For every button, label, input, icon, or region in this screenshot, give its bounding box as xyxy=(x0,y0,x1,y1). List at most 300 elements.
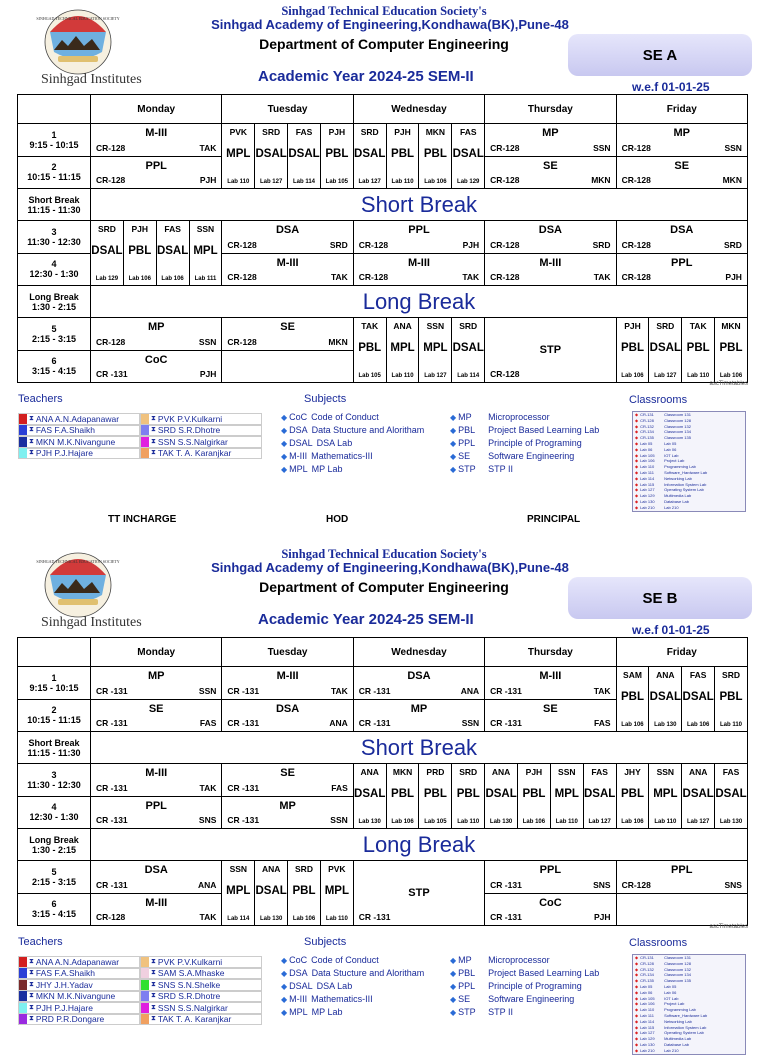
subject-name: Principle of Programing xyxy=(488,981,582,991)
period-number: 2 xyxy=(51,705,57,716)
lab-batches xyxy=(617,318,747,382)
subject-name: Microprocessor xyxy=(488,955,550,965)
classroom-icon: ◆ xyxy=(635,960,639,966)
classroom-code: CR-131 xyxy=(640,412,654,417)
classroom-name: Operating System Lab xyxy=(664,487,704,493)
subject-label: M-III xyxy=(145,127,168,139)
subject-label: CoC xyxy=(539,896,562,909)
subject-label: MP xyxy=(147,321,165,333)
subject-bullet-icon: ◆ xyxy=(281,969,288,978)
teacher-entry xyxy=(140,425,262,437)
period-number: 1 xyxy=(51,129,57,140)
classroom-name: Programming Lab xyxy=(664,1007,696,1013)
timetable-cell xyxy=(485,699,616,732)
teacher-name: JHY J.H.Yadav xyxy=(35,979,93,990)
day-header: Tuesday xyxy=(222,95,353,124)
teacher-row xyxy=(18,425,262,437)
period-label xyxy=(18,156,91,189)
subject-name: Software Engineering xyxy=(488,451,575,461)
teacher-icon: ⧗ xyxy=(29,1015,34,1023)
lab-batch xyxy=(254,124,287,188)
period-number: 4 xyxy=(51,802,57,813)
room-label: Lab 110 xyxy=(555,819,578,825)
teacher-icon: ⧗ xyxy=(151,414,156,422)
lab-batch xyxy=(418,318,451,382)
room-label: CR-128 xyxy=(96,175,126,185)
subject-label: DSA xyxy=(275,224,300,236)
timetable-row xyxy=(18,318,748,351)
teacher-entry xyxy=(140,956,262,968)
subject-entry xyxy=(281,437,424,450)
subject-code: MP xyxy=(458,955,472,965)
period-number: 2 xyxy=(51,162,57,173)
room-label: Lab 106 xyxy=(621,819,644,825)
period-time: 9:15 - 10:15 xyxy=(29,682,79,693)
subject-label: PBL xyxy=(620,691,644,703)
college-name: Sinhgad Academy of Engineering,Kondhawa(BK),Pune-48 xyxy=(211,17,569,32)
timetable-cell xyxy=(91,156,222,189)
teacher-icon: ⧗ xyxy=(151,449,156,457)
subject-entry xyxy=(450,954,599,967)
classroom-name: Information System Lab xyxy=(664,1024,707,1030)
classroom-code: Lab 130 xyxy=(640,498,655,504)
lab-batch-cell xyxy=(616,667,747,732)
teacher-name: PVK P.V.Kulkarni xyxy=(157,413,223,424)
classroom-code: CR-128 xyxy=(640,417,654,423)
lab-batch xyxy=(550,764,583,828)
subject-name: Project Based Learning Lab xyxy=(488,425,600,435)
subject-label: DSA xyxy=(407,670,431,682)
teacher-label: SRD xyxy=(262,127,281,137)
short-break-cell: Short Break xyxy=(91,732,748,764)
teacher-row xyxy=(18,979,262,991)
subject-name: Code of Conduct xyxy=(311,412,379,422)
period-label xyxy=(18,893,91,926)
timetable-cell xyxy=(222,221,353,254)
subject-label: SE xyxy=(280,767,295,779)
day-header: Monday xyxy=(91,638,222,667)
lab-batches xyxy=(91,221,221,285)
timetable-cell xyxy=(616,253,747,286)
teacher-name: SNS S.N.Shelke xyxy=(157,979,221,990)
lab-batch-cell xyxy=(353,124,484,189)
teacher-color-swatch xyxy=(19,448,27,458)
lab-batch xyxy=(648,667,681,731)
tt-incharge-signature: TT INCHARGE xyxy=(108,514,177,525)
subject-label: MPL xyxy=(226,148,251,160)
subject-label: DSAL xyxy=(583,788,616,800)
subject-label: DSAL xyxy=(91,245,123,257)
teacher-icon: ⧗ xyxy=(151,992,156,1000)
classroom-code: Lab 05 xyxy=(640,440,653,446)
teacher-label: SRD xyxy=(97,224,116,234)
lab-batch xyxy=(354,124,386,188)
timetable-cell xyxy=(222,764,353,797)
period-label xyxy=(18,699,91,732)
teacher-label: TAK xyxy=(689,321,707,331)
teacher-label: ANA xyxy=(393,321,412,331)
classroom-icon: ◆ xyxy=(635,504,639,510)
period-time: 10:15 - 11:15 xyxy=(27,172,81,183)
room-label: Lab 114 xyxy=(292,179,315,185)
room-label: Lab 106 xyxy=(719,373,743,379)
teacher-entry xyxy=(18,979,140,991)
subject-bullet-icon: ◆ xyxy=(450,1008,457,1017)
subjects-title: Subjects xyxy=(304,936,347,948)
classroom-icon: ◆ xyxy=(635,487,639,493)
classroom-name: Multimedia Lab xyxy=(664,1036,692,1042)
subject-label: DSAL xyxy=(452,148,484,160)
period-label xyxy=(18,861,91,894)
subjects-list xyxy=(281,411,424,476)
classroom-code: Lab 111 xyxy=(640,1012,654,1018)
teacher-color-swatch xyxy=(19,957,27,967)
subject-label: PBL xyxy=(686,342,710,354)
classroom-name: IOT Lab xyxy=(664,452,679,458)
period-number: 5 xyxy=(51,866,57,877)
classroom-name: Networking Lab xyxy=(664,1018,692,1024)
classroom-icon: ◆ xyxy=(635,435,639,441)
classroom-icon: ◆ xyxy=(635,1036,639,1042)
teacher-label: ANA xyxy=(329,718,348,728)
subject-label: SE xyxy=(148,702,164,715)
classroom-name: Classroom 131 xyxy=(664,412,691,417)
period-label xyxy=(18,667,91,700)
subject-entry xyxy=(450,980,599,993)
room-label: CR-128 xyxy=(621,175,651,185)
subject-label: PBL xyxy=(423,148,447,160)
classroom-name: Classroom 132 xyxy=(664,966,691,972)
svg-text:SINHGAD TECHNICAL EDUCATION SO: SINHGAD TECHNICAL EDUCATION SOCIETY xyxy=(36,559,120,564)
teacher-label: SAM xyxy=(623,670,642,680)
classrooms-list xyxy=(632,954,746,1055)
teacher-label: FAS xyxy=(199,718,217,728)
lab-batch-cell xyxy=(222,861,353,926)
room-label: CR-128 xyxy=(96,912,126,922)
lab-batch-cell xyxy=(353,764,484,829)
room-label: CR-128 xyxy=(490,142,520,153)
long-break-cell: Long Break xyxy=(91,286,748,318)
subject-entry xyxy=(281,967,424,980)
period-time: 11:30 - 12:30 xyxy=(27,779,81,790)
teacher-icon: ⧗ xyxy=(29,969,34,977)
teacher-entry xyxy=(18,991,140,1003)
teacher-entry xyxy=(140,1014,262,1026)
teacher-label: SRD xyxy=(360,127,379,137)
lab-batch xyxy=(123,221,156,285)
teachers-list xyxy=(18,956,262,1025)
lab-batch xyxy=(418,764,451,828)
corner-cell xyxy=(18,638,91,667)
room-label: CR-128 xyxy=(621,272,651,282)
lab-batch xyxy=(222,861,254,925)
classroom-code: Lab 106 xyxy=(640,1001,655,1007)
subject-label: DSAL xyxy=(649,691,681,703)
subjects-list xyxy=(281,954,424,1019)
subject-label: M-III xyxy=(145,896,168,909)
teacher-label: SRD xyxy=(459,767,478,777)
room-label: CR -131 xyxy=(227,685,260,696)
teacher-color-swatch xyxy=(19,968,27,978)
subject-code: DSAL xyxy=(289,438,313,448)
classroom-icon: ◆ xyxy=(635,493,639,499)
svg-text:SINHGAD TECHNICAL EDUCATION SO: SINHGAD TECHNICAL EDUCATION SOCIETY xyxy=(36,16,120,21)
room-label: Lab 110 xyxy=(391,179,414,185)
room-label: CR-128 xyxy=(96,142,126,153)
room-label: CR -131 xyxy=(96,782,128,793)
teacher-label: TAK xyxy=(330,272,348,282)
subject-name: Mathematics-III xyxy=(311,994,373,1004)
lab-batch-cell xyxy=(91,221,222,286)
timetable-row xyxy=(18,124,748,157)
subject-label: MPL xyxy=(554,788,579,800)
timetable-row xyxy=(18,667,748,700)
teacher-row xyxy=(18,991,262,1003)
teacher-entry xyxy=(18,436,140,448)
teacher-color-swatch xyxy=(141,968,149,978)
classroom-icon: ◆ xyxy=(635,1018,639,1024)
teacher-label: PJH xyxy=(624,321,641,331)
teacher-label: SSN xyxy=(198,685,217,696)
subject-label: DSAL xyxy=(354,148,386,160)
teacher-entry xyxy=(140,1002,262,1014)
room-label: CR -131 xyxy=(96,718,128,728)
classroom-code: Lab 06 xyxy=(640,446,653,452)
room-label: Lab 106 xyxy=(128,276,151,282)
subject-code: STP xyxy=(458,464,476,474)
room-label: Lab 106 xyxy=(424,179,447,185)
teacher-icon: ⧗ xyxy=(151,1003,156,1011)
teacher-label: SSN xyxy=(196,224,215,234)
subject-label: MP xyxy=(673,127,690,139)
timetable-row xyxy=(18,732,748,764)
subject-label: DSAL xyxy=(682,691,714,703)
subject-code: PBL xyxy=(458,425,476,435)
teacher-color-swatch xyxy=(19,991,27,1001)
subject-code: STP xyxy=(458,1007,476,1017)
room-label: Lab 111 xyxy=(194,276,217,282)
teacher-color-swatch xyxy=(19,414,27,424)
classroom-code: Lab 05 xyxy=(640,983,653,989)
teacher-label: PJH xyxy=(394,127,411,137)
teacher-entry xyxy=(140,436,262,448)
teacher-entry xyxy=(140,448,262,460)
timetable-cell xyxy=(485,667,616,700)
room-label: CR-128 xyxy=(621,879,651,890)
logo-text: Sinhgad Institutes xyxy=(41,615,142,630)
teacher-name: SSN S.S.Nalgirkar xyxy=(157,1002,228,1013)
subject-label: PBL xyxy=(620,788,644,800)
timetable-row xyxy=(18,764,748,797)
room-label: Lab 106 xyxy=(621,722,644,728)
short-break-cell: Short Break xyxy=(91,189,748,221)
teacher-label: FAS xyxy=(591,767,608,777)
timetable-cell xyxy=(91,667,222,700)
room-label: CR-128 xyxy=(358,239,389,250)
subject-name: STP II xyxy=(488,1007,513,1017)
subject-label: SE xyxy=(280,321,295,333)
timetable-cell xyxy=(222,667,353,700)
teacher-icon: ⧗ xyxy=(151,969,156,977)
room-label: CR -131 xyxy=(96,369,128,379)
subject-label: DSAL xyxy=(682,788,714,800)
subject-name: MP Lab xyxy=(311,464,343,474)
room-label: CR -131 xyxy=(490,718,522,728)
period-time: 2:15 - 3:15 xyxy=(31,876,77,887)
room-label: Lab 127 xyxy=(654,373,677,379)
lab-batch xyxy=(583,764,616,828)
classroom-name: Information System Lab xyxy=(664,481,707,487)
subject-entry xyxy=(450,437,599,450)
subject-label: DSA xyxy=(275,702,300,715)
period-time: 1:30 - 2:15 xyxy=(31,844,77,855)
room-label: Lab 106 xyxy=(686,722,710,728)
subject-label: M-III xyxy=(407,256,430,269)
teacher-color-swatch xyxy=(141,991,149,1001)
classroom-icon: ◆ xyxy=(635,983,639,989)
room-label: Lab 127 xyxy=(686,819,710,825)
subject-label: DSAL xyxy=(288,148,320,160)
subject-name: Software Engineering xyxy=(488,994,575,1004)
teacher-label: TAK xyxy=(593,272,611,282)
lab-batch xyxy=(714,318,747,382)
period-label xyxy=(18,829,91,861)
day-header: Wednesday xyxy=(353,638,484,667)
period-label xyxy=(18,253,91,286)
timetable-cell xyxy=(485,221,616,254)
class-name-badge: SE A xyxy=(568,34,752,76)
subject-bullet-icon: ◆ xyxy=(281,982,288,991)
subject-name: Project Based Learning Lab xyxy=(488,968,600,978)
teacher-name: SAM S.A.Mhaske xyxy=(157,968,225,979)
room-label: Lab 127 xyxy=(588,819,611,825)
day-header: Tuesday xyxy=(222,638,353,667)
teacher-label: FAS xyxy=(722,767,740,777)
period-time: 1:30 - 2:15 xyxy=(31,301,77,312)
subject-label: PPL xyxy=(145,799,167,812)
teacher-color-swatch xyxy=(19,980,27,990)
subject-label: PBL xyxy=(719,342,743,354)
classroom-code: CR-128 xyxy=(640,960,654,966)
subject-name: Mathematics-III xyxy=(311,451,373,461)
teacher-label: SSN xyxy=(198,336,217,347)
subject-code: PBL xyxy=(458,968,476,978)
subjects-title: Subjects xyxy=(304,393,347,405)
subject-bullet-icon: ◆ xyxy=(281,995,288,1004)
timetable-cell xyxy=(91,699,222,732)
subject-code: DSA xyxy=(289,968,308,978)
teacher-label: SNS xyxy=(593,879,611,890)
classroom-icon: ◆ xyxy=(635,1041,639,1047)
room-label: Lab 105 xyxy=(358,373,381,379)
classroom-entry xyxy=(633,505,745,511)
lab-batch xyxy=(451,318,484,382)
subject-label: DSAL xyxy=(255,885,287,897)
lab-batches xyxy=(354,318,484,382)
subject-name: Microprocessor xyxy=(488,412,550,422)
teacher-icon: ⧗ xyxy=(29,449,34,457)
effective-date: w.e.f 01-01-25 xyxy=(632,623,710,637)
room-label: CR -131 xyxy=(227,718,260,728)
teacher-color-swatch xyxy=(19,425,27,435)
room-label: CR -131 xyxy=(490,912,522,922)
lab-batch xyxy=(386,318,419,382)
room-label: CR -131 xyxy=(358,912,391,922)
room-label: CR -131 xyxy=(358,718,391,728)
subject-bullet-icon: ◆ xyxy=(281,452,288,461)
lab-batches xyxy=(354,124,484,188)
classroom-name: Project Lab xyxy=(664,1001,685,1007)
room-label: CR-128 xyxy=(621,142,651,153)
teacher-icon: ⧗ xyxy=(151,437,156,445)
teacher-name: PJH P.J.Hajare xyxy=(35,1002,93,1013)
subject-entry xyxy=(450,993,599,1006)
teacher-name: ANA A.N.Adapanawar xyxy=(35,956,120,967)
teacher-label: ANA xyxy=(688,767,708,777)
classroom-icon: ◆ xyxy=(635,1030,639,1036)
department-name: Department of Computer Engineering xyxy=(259,579,509,595)
classroom-code: CR-135 xyxy=(640,978,654,984)
lab-batch xyxy=(451,764,484,828)
lab-batch xyxy=(617,764,649,828)
subject-label: CoC xyxy=(144,353,168,366)
subject-label: DSAL xyxy=(715,788,747,800)
subject-entry xyxy=(281,1006,424,1019)
subject-label: PBL xyxy=(128,245,152,257)
room-label: CR -131 xyxy=(227,782,260,793)
classroom-name: Multimedia Lab xyxy=(664,493,692,499)
subject-entry xyxy=(281,993,424,1006)
classroom-icon: ◆ xyxy=(635,429,639,435)
classroom-icon: ◆ xyxy=(635,423,639,429)
period-label xyxy=(18,318,91,351)
subject-entry xyxy=(450,463,599,476)
room-label: Lab 105 xyxy=(325,179,349,185)
subject-bullet-icon: ◆ xyxy=(450,426,457,435)
subject-entry xyxy=(450,411,599,424)
teacher-name: PRD P.R.Dongare xyxy=(35,1014,105,1025)
subject-label: MPL xyxy=(423,342,448,354)
classroom-code: Lab 210 xyxy=(640,504,655,510)
room-label: Lab 110 xyxy=(720,722,743,728)
subject-label: SE xyxy=(543,159,558,172)
teacher-label: ANA xyxy=(197,879,217,890)
teacher-label: PRD xyxy=(426,767,445,777)
subject-label: MPL xyxy=(653,788,678,800)
subject-label: PBL xyxy=(391,148,415,160)
lab-batch xyxy=(386,124,419,188)
teacher-entry xyxy=(140,979,262,991)
classrooms-title: Classrooms xyxy=(629,394,688,406)
subject-bullet-icon: ◆ xyxy=(281,426,288,435)
timetable-cell xyxy=(616,156,747,189)
period-label xyxy=(18,796,91,829)
subject-bullet-icon: ◆ xyxy=(450,413,457,422)
room-label: CR-128 xyxy=(490,239,520,250)
teacher-label: TAK xyxy=(199,782,217,793)
room-label: Lab 114 xyxy=(227,916,250,922)
asc-brand: ascTimetables xyxy=(709,381,748,387)
period-time: 11:30 - 12:30 xyxy=(27,236,81,247)
lab-batch-cell xyxy=(616,318,747,383)
classroom-code: CR-132 xyxy=(640,423,654,429)
classroom-icon: ◆ xyxy=(635,1047,639,1053)
teacher-label: TAK xyxy=(199,912,217,922)
subject-label: PBL xyxy=(292,885,316,897)
day-header: Monday xyxy=(91,95,222,124)
teacher-label: TAK xyxy=(361,321,379,331)
teacher-label: PJH xyxy=(199,175,217,185)
